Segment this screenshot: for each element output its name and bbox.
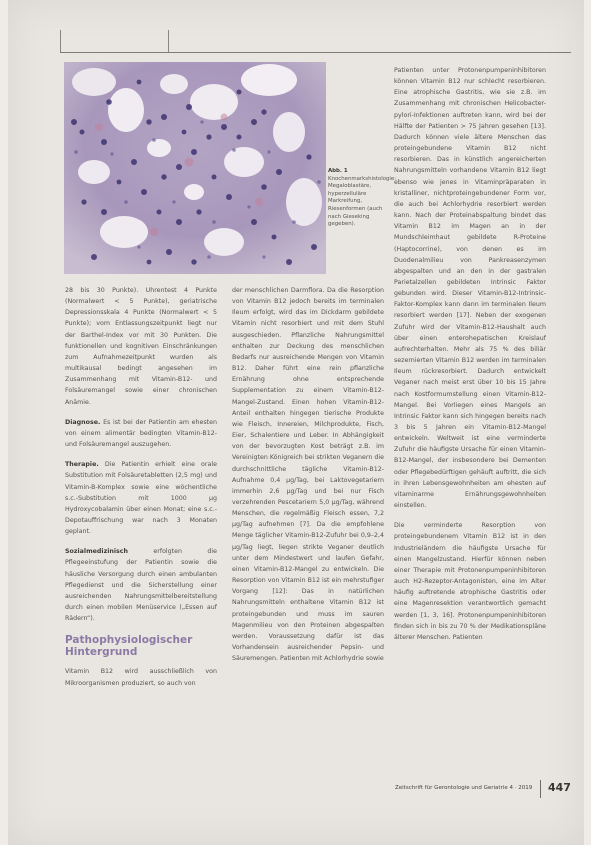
col1-paragraph-2 [65, 417, 217, 450]
column-3 [394, 65, 546, 785]
diagnosis-text: Es ist bei der Patientin am ehesten von einem alimentär bedingten Vitamin-B12- und Folsäuremangel auszugehen. [65, 418, 217, 449]
rule-tick-mid [168, 30, 169, 52]
page [8, 0, 584, 845]
col2-paragraph-1: der menschlichen Darmflora. Da die Resorption von Vitamin B12 jedoch bereits im terminalen Ileum erfolgt, wird das im Dickdarm gebildete Vitamin nicht resorbiert und mit dem Stuhl ausgeschieden. Pflanzliche Nahrungsmittel enthalten zur Deckung des menschlichen Bedarfs nur ausreichende Mengen von Vitamin B12. Daher führt eine rein pflanzliche Ernährung ohne entsprechende Supplementation zu einem Vitamin-B12-Mangel-Zustand. Einen hohen Vitamin-B12-Anteil enthalten hingegen tierische Produkte wie Fleisch, Innereien, Milchprodukte, Fisch, Eier, Schalentiere und Leber. In Abhängigkeit von der bevorzugten Kost beträgt z.B. im Vereinigten Königreich bei strikten Veganern die durchschnittliche tägliche Vitamin-B12-Aufnahme 0,4 µg/Tag, bei Laktovegetariern immerhin 2,6 µg/Tag und bei nur Fisch verzehrenden Pescetariern 5,0 µg/Tag, während Menschen, die regelmäßig Fleisch essen, 7,2 µg/Tag aufnehmen [7]. Da die empfohlene Menge täglicher Vitamin-B12-Zufuhr bei 0,9–2,4 µg/Tag liegt, liegen strikte Veganer deutlich unter dem Mindestwert und laufen Gefahr, einen Vitamin-B12-Mangel zu entwickeln. Die Resorption von Vitamin B12 ist ein mehrstufiger Vorgang [12]: Das in natürlichen Nahrungsmitteln enthaltene Vitamin B12 ist proteingebunden und muss im sauren Magenmilieu von den Proteinen abgespalten werden. Voraussetzung dafür ist das Vorhandensein ausreichender Pepsin- und Säuremengen. Patienten mit Achlorhydrie sowie [232, 287, 384, 663]
col3-paragraph-1: Patienten unter Protonenpumpeninhibitoren können Vitamin B12 nur schlecht resorbieren. Eine atrophische Gastritis, wie sie z.B. im Zusammenhang mit chronischen Helicobacter-pylori-Infektionen auftreten kann, wird bei der Hälfte der Patienten > 75 Jahren gesehen [13]. Dadurch können viele ältere Menschen das proteingebundene Vitamin B12 nicht resorbieren. Das in künstlich angereicherten Nahrungsmitteln vorhandene Vitamin B12 liegt ebenso wie jenes in Vitaminpräparaten in kristalliner, nichtproteingebundener Form vor, die auch bei Achlorhydrie resorbiert werden kann. Nach der Proteinabspaltung bindet das Vitamin B12 im Magen an in der Mundschleimhaut gebildete R-Proteine (Haptocorrine), von denen es im Duodenalmilieu von Pankreasenzymen abgespalten und an den in der gastralen Parietalzellen gebildeten Intrinsic Faktor gebunden wird. Dieser Vitamin-B12-Intrinsic-Faktor-Komplex kann dann im terminalen Ileum resorbiert werden [17]. Neben der exogenen Zufuhr wird der Vitamin-B12-Haushalt auch über einen enterohepatischen Kreislauf aufrechterhalten. Mehr als 75 % des biliär sezernierten Vitamin B12 werden im terminalen Ileum rückresorbiert. Dadurch entwickelt Veganer nach meist erst über 10 bis 15 Jahre nach Kostformumstellung einen Vitamin-B12-Mangel. Bei Vorliegen eines Mangels an Intrinsic Faktor kann sich hingegen bereits nach 3 bis 5 Jahren ein Vitamin-B12-Mangel entwickeln. Weltweit ist eine verminderte Zufuhr die häufigste Ursache für einen Vitamin-B12-Mangel, der insbesondere bei Dementen oder Pflegebedürftigen gehäuft auftritt, die sich in ihren Lebensgewohnheiten am ehesten auf vitaminarme Ernährungsgewohnheiten einstellen. [394, 67, 546, 510]
histology-figure [64, 62, 326, 274]
journal-name: Zeitschrift für Gerontologie und Geriatrie 4 · 2019 [395, 785, 533, 791]
social-text: erfolgten die Pflegeeinstufung der Patientin sowie die häusliche Versorgung durch einen ambulanten Pflegedienst und die Sicherstellung einer ausreichenden Nahrungsmittelbereitstellung durch einen mobilen Menüservice („Essen auf Rädern“). [65, 548, 217, 623]
therapy-heading: Therapie. [65, 461, 99, 469]
footer-separator [540, 780, 541, 798]
caption-label: Abb. 1 [328, 168, 348, 174]
col3-paragraph-2: Die verminderte Resorption von proteingebundenem Vitamin B12 ist in den Industrieländern die häufigste Ursache für einen Mangelzustand. Hierfür können neben einer Therapie mit Protonenpumpeninhibitoren auch H2-Rezeptor-Antagonisten, eine im Alter häufig auftretende atrophische Gastritis oder eine Magenresektion verantwortlich gemacht werden [1, 3, 16]. Protonenpumpeninhibitoren finden sich in bis zu 70 % der Medikationspläne älterer Menschen. Patienten [394, 522, 546, 641]
diagnosis-heading: Diagnose. [65, 418, 101, 426]
col1-paragraph-3 [65, 459, 217, 537]
caption-text: Knochenmarkshistologie: Megaloblastäre, hyperzelluläre Markreifung, Riesenformen (auch nach Gieseking gegeben). [328, 175, 397, 228]
column-1 [65, 285, 217, 825]
column-2 [232, 285, 384, 825]
rule-tick-left [60, 30, 61, 52]
page-number: 447 [548, 781, 571, 794]
col1-paragraph-4 [65, 546, 217, 624]
social-heading: Sozialmedizinisch [65, 548, 129, 556]
col1-paragraph-5: Vitamin B12 wird ausschließlich von Mikroorganismen produziert, so auch von [65, 668, 217, 687]
top-rule [60, 52, 571, 53]
col1-paragraph-1: 28 bis 30 Punkte). Uhrentest 4 Punkte (Normalwert < 5 Punkte), geriatrische Depressionsskala 4 Punkte (Normalwert < 5 Punkte); vom Entlassungszeitpunkt liegt nur der Barthel-Index vor mit 30 Punkten. Die funktionellen und kognitiven Einschränkungen zum Aufnahmezeitpunkt wurden als multikausal bedingt angesehen im Zusammenhang mit Vitamin-B12- und Folsäuremangel sowie einer chronischen Anämie. [65, 287, 217, 406]
page-footer [383, 780, 583, 800]
therapy-text: Die Patientin erhielt eine orale Substitution mit Folsäuretabletten (2,5 mg) und Vitamin-B-Komplex sowie eine wöchentliche s.c.-Substitution mit 1000 µg Hydroxycobalamin über einen Monat; eine s.c.-Depotauffrischung war nach 3 Monaten geplant. [65, 461, 217, 536]
figure-caption [328, 168, 397, 229]
histology-image [64, 62, 326, 274]
section-heading: Pathophysiologischer Hintergrund [65, 634, 193, 659]
